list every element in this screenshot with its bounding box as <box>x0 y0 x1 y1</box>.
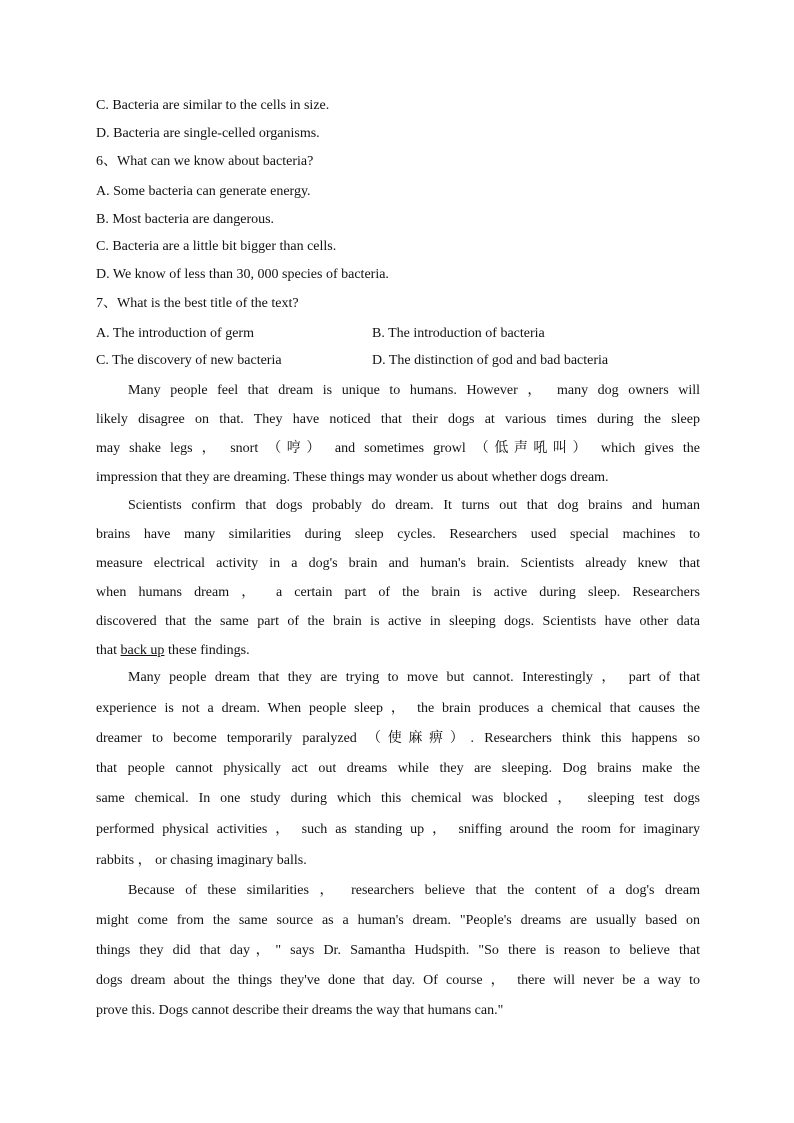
text-run: that <box>96 643 121 658</box>
paragraph-line: Scientists confirm that dogs probably do dream. It turns out that dog brains and human <box>128 498 700 513</box>
q6-option-a: A. Some bacteria can generate energy. <box>96 184 311 199</box>
q7-option-b: B. The introduction of bacteria <box>372 326 545 341</box>
paragraph-line: likely disagree on that. They have noticed that their dogs at various times during the sleep <box>96 412 700 427</box>
paragraph-line: Many people dream that they are trying to move but cannot. Interestingly ， part of that <box>128 670 700 685</box>
paragraph-line <box>96 636 700 665</box>
q7-option-d: D. The distinction of god and bad bacteria <box>372 353 609 368</box>
q7-question: 7、What is the best title of the text? <box>96 296 299 311</box>
paragraph-line: when humans dream ， a certain part of the brain is active during sleep. Researchers <box>96 585 700 600</box>
paragraph-line: impression that they are dreaming. These things may wonder us about whether dogs dream. <box>96 470 609 485</box>
q6-option-c: C. Bacteria are a little bit bigger than cells. <box>96 239 337 254</box>
paragraph-line: Many people feel that dream is unique to humans. However ， many dog owners will <box>128 383 700 398</box>
q6-option-b: B. Most bacteria are dangerous. <box>96 212 275 227</box>
paragraph-line: rabbits ， or chasing imaginary balls. <box>96 853 307 868</box>
paragraph-line: Because of these similarities ， researchers believe that the content of a dog's dream <box>128 883 700 898</box>
paragraph-line: might come from the same source as a human's dream. "People's dreams are usually based on <box>96 913 700 928</box>
passage-paragraph-3 <box>96 662 700 876</box>
underlined-phrase: back up <box>120 643 165 658</box>
q6-question: 6、What can we know about bacteria? <box>96 154 314 169</box>
paragraph-line: prove this. Dogs cannot describe their dreams the way that humans can." <box>96 1003 504 1018</box>
paragraph-line: measure electrical activity in a dog's brain and human's brain. Scientists already knew that <box>96 556 700 571</box>
passage-paragraph-2 <box>96 491 700 665</box>
paragraph-line: may shake legs ， snort （哼） and sometimes growl （低声吼叫） which gives the <box>96 441 700 456</box>
passage-paragraph-4 <box>96 876 700 1026</box>
q6-option-d: D. We know of less than 30, 000 species of bacteria. <box>96 267 389 282</box>
paragraph-line: experience is not a dream. When people sleep ， the brain produces a chemical that causes the <box>96 701 700 716</box>
paragraph-line: that people cannot physically act out dreams while they are sleeping. Dog brains make the <box>96 761 700 776</box>
q5-option-d: D. Bacteria are single-celled organisms. <box>96 126 320 141</box>
paragraph-line: dogs dream about the things they've done that day. Of course ， there will never be a way to <box>96 973 700 988</box>
q7-option-c: C. The discovery of new bacteria <box>96 353 282 368</box>
q5-option-c: C. Bacteria are similar to the cells in size. <box>96 98 330 113</box>
paragraph-line: brains have many similarities during sleep cycles. Researchers used special machines to <box>96 527 700 542</box>
paragraph-line: performed physical activities ， such as standing up ， sniffing around the room for imaginary <box>96 822 700 837</box>
q7-option-a: A. The introduction of germ <box>96 326 254 341</box>
paragraph-line: things they did that day，" says Dr. Samantha Hudspith. "So there is reason to believe that <box>96 943 700 958</box>
paragraph-line: same chemical. In one study during which this chemical was blocked ， sleeping test dogs <box>96 791 700 806</box>
paragraph-line: discovered that the same part of the brain is active in sleeping dogs. Scientists have other data <box>96 614 700 629</box>
text-run: these findings. <box>164 643 250 658</box>
paragraph-line: dreamer to become temporarily paralyzed （使麻痹）. Researchers think this happens so <box>96 731 700 746</box>
passage-paragraph-1 <box>96 376 700 492</box>
